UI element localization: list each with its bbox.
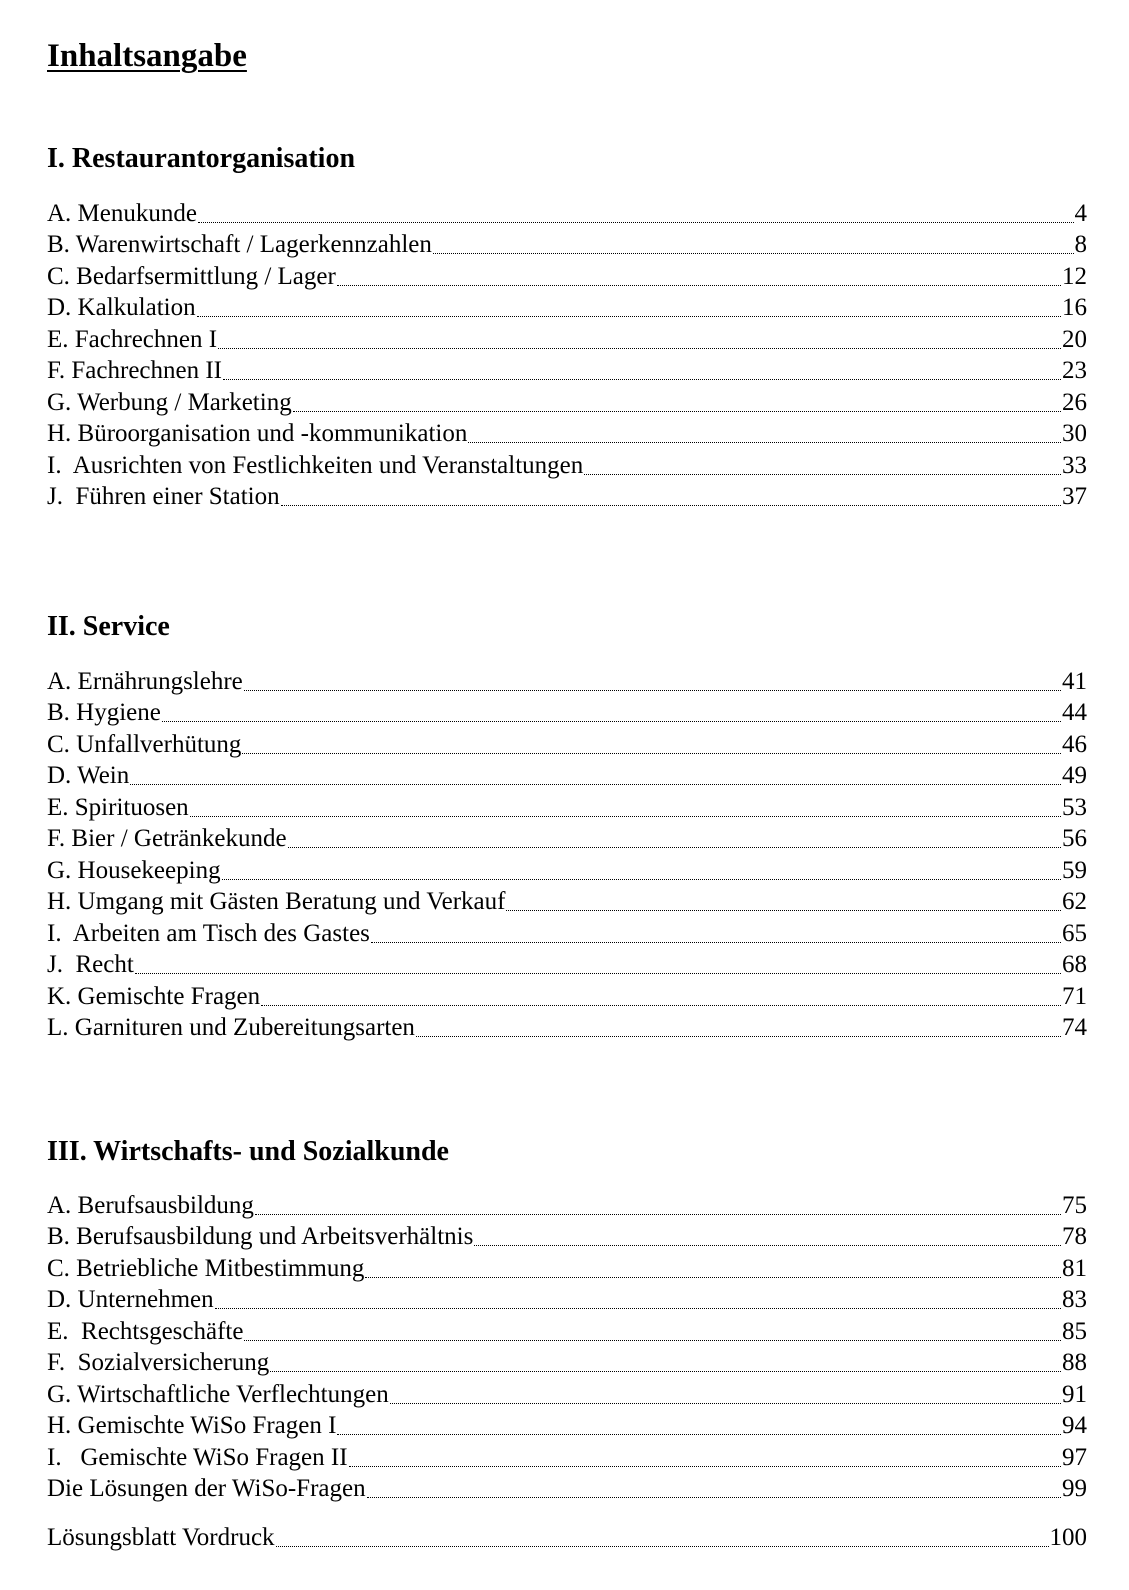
toc-entry[interactable] — [47, 1410, 1087, 1442]
dot-leader — [337, 285, 1061, 286]
toc-entry-label: E. Fachrechnen I — [47, 325, 218, 353]
dot-leader — [349, 1466, 1061, 1467]
toc-entry[interactable] — [47, 728, 1087, 760]
toc-entry[interactable] — [47, 292, 1087, 324]
toc-entry-page-number: 88 — [1062, 1349, 1087, 1376]
toc-list-service — [47, 665, 1087, 1043]
section-heading-wiso: III. Wirtschafts- und Sozialkunde — [47, 1136, 449, 1167]
toc-entry[interactable] — [47, 1284, 1087, 1316]
toc-entry[interactable] — [47, 886, 1087, 918]
toc-entry[interactable] — [47, 791, 1087, 823]
toc-entry-page-number: 74 — [1062, 1014, 1087, 1041]
toc-entry-label: B. Berufsausbildung und Arbeitsverhältnis — [47, 1223, 474, 1250]
toc-entry-page-number: 94 — [1062, 1412, 1087, 1439]
toc-entry[interactable] — [47, 1473, 1087, 1505]
dot-leader — [371, 942, 1061, 943]
toc-entry-label: B. Hygiene — [47, 699, 161, 726]
toc-entry-label: D. Wein — [47, 762, 130, 789]
toc-entry-page-number: 78 — [1062, 1223, 1087, 1250]
toc-entry-label: C. Unfallverhütung — [47, 730, 242, 758]
toc-entry[interactable] — [47, 229, 1087, 261]
dot-leader — [468, 442, 1061, 443]
toc-entry-label: Lösungsblatt Vordruck — [47, 1523, 275, 1551]
dot-leader — [222, 879, 1061, 880]
toc-entry[interactable] — [47, 260, 1087, 292]
dot-leader — [244, 1340, 1061, 1341]
dot-leader — [135, 973, 1061, 974]
toc-entry[interactable] — [47, 697, 1087, 729]
toc-entry[interactable] — [47, 854, 1087, 886]
dot-leader — [162, 721, 1061, 722]
toc-entry-page-number: 56 — [1062, 825, 1087, 852]
dot-leader — [365, 1277, 1061, 1278]
toc-entry[interactable] — [47, 1012, 1087, 1044]
dot-leader — [288, 847, 1061, 848]
toc-entry-label: D. Unternehmen — [47, 1286, 214, 1313]
toc-entry[interactable] — [47, 1252, 1087, 1284]
dot-leader — [367, 1497, 1061, 1498]
toc-entry-page-number: 81 — [1062, 1254, 1087, 1282]
toc-entry-label: A. Ernährungslehre — [47, 667, 243, 695]
dot-leader — [276, 1546, 1049, 1547]
toc-entry-label: I. Gemischte WiSo Fragen II — [47, 1443, 348, 1471]
toc-entry-label: I. Ausrichten von Festlichkeiten und Veranstaltungen — [47, 451, 584, 479]
toc-entry-label: A. Menukunde — [47, 199, 197, 227]
toc-entry-page-number: 53 — [1062, 793, 1087, 821]
section-heading-restaurantorganisation: I. Restaurantorganisation — [47, 143, 356, 174]
toc-entry-label: D. Kalkulation — [47, 294, 196, 321]
dot-leader — [433, 253, 1074, 254]
toc-entry[interactable] — [47, 418, 1087, 450]
dot-leader — [584, 474, 1061, 475]
dot-leader — [337, 1434, 1061, 1435]
toc-list-restaurantorganisation — [47, 197, 1087, 512]
dot-leader — [190, 816, 1061, 817]
toc-list-final — [47, 1521, 1087, 1553]
toc-entry-page-number: 68 — [1062, 951, 1087, 978]
toc-entry[interactable] — [47, 1221, 1087, 1253]
toc-entry-page-number: 23 — [1062, 357, 1087, 384]
toc-entry-label: J. Recht — [47, 951, 134, 978]
toc-entry-page-number: 100 — [1049, 1523, 1087, 1551]
toc-entry-label: E. Rechtsgeschäfte — [47, 1317, 244, 1345]
toc-entry-page-number: 30 — [1062, 420, 1087, 447]
toc-entry-label: L. Garnituren und Zubereitungsarten — [47, 1014, 415, 1041]
toc-entry-page-number: 71 — [1062, 982, 1087, 1010]
toc-entry[interactable] — [47, 760, 1087, 792]
toc-entry-page-number: 16 — [1062, 294, 1087, 321]
toc-entry-page-number: 44 — [1062, 699, 1087, 726]
toc-entry[interactable] — [47, 917, 1087, 949]
toc-entry[interactable] — [47, 323, 1087, 355]
toc-entry[interactable] — [47, 1441, 1087, 1473]
toc-entry-label: B. Warenwirtschaft / Lagerkennzahlen — [47, 231, 432, 258]
dot-leader — [198, 222, 1074, 223]
toc-entry-page-number: 62 — [1062, 888, 1087, 915]
toc-entry-page-number: 46 — [1062, 730, 1087, 758]
dot-leader — [215, 1308, 1061, 1309]
toc-entry-page-number: 12 — [1062, 262, 1087, 290]
toc-entry-label: H. Umgang mit Gästen Beratung und Verkauf — [47, 888, 506, 915]
page-title: Inhaltsangabe — [47, 38, 247, 74]
toc-entry[interactable] — [47, 197, 1087, 229]
toc-entry-label: A. Berufsausbildung — [47, 1191, 254, 1219]
dot-leader — [218, 348, 1061, 349]
toc-entry-page-number: 4 — [1074, 199, 1087, 227]
dot-leader — [223, 379, 1061, 380]
toc-entry-page-number: 33 — [1062, 451, 1087, 479]
toc-entry[interactable] — [47, 1378, 1087, 1410]
toc-entry[interactable] — [47, 355, 1087, 387]
toc-entry-label: H. Büroorganisation und -kommunikation — [47, 420, 468, 447]
toc-entry[interactable] — [47, 481, 1087, 513]
toc-entry-label: E. Spirituosen — [47, 793, 189, 821]
toc-entry-page-number: 59 — [1062, 856, 1087, 884]
toc-entry-label: I. Arbeiten am Tisch des Gastes — [47, 919, 370, 947]
toc-entry-page-number: 8 — [1074, 231, 1087, 258]
dot-leader — [281, 505, 1061, 506]
toc-entry-page-number: 26 — [1062, 388, 1087, 416]
toc-entry-loesungsblatt[interactable] — [47, 1521, 1087, 1553]
toc-entry[interactable] — [47, 823, 1087, 855]
toc-entry-label: J. Führen einer Station — [47, 483, 280, 510]
toc-entry[interactable] — [47, 980, 1087, 1012]
toc-entry-label: C. Betriebliche Mitbestimmung — [47, 1254, 365, 1282]
toc-entry-page-number: 97 — [1062, 1443, 1087, 1471]
toc-entry-page-number: 99 — [1062, 1475, 1087, 1502]
dot-leader — [242, 753, 1061, 754]
toc-entry[interactable] — [47, 949, 1087, 981]
dot-leader — [197, 316, 1061, 317]
toc-entry-label: F. Bier / Getränkekunde — [47, 825, 287, 852]
dot-leader — [293, 411, 1061, 412]
dot-leader — [244, 690, 1061, 691]
toc-entry-page-number: 75 — [1062, 1191, 1087, 1219]
toc-entry-page-number: 49 — [1062, 762, 1087, 789]
toc-entry[interactable] — [47, 449, 1087, 481]
toc-entry-page-number: 41 — [1062, 667, 1087, 695]
toc-entry-label: F. Sozialversicherung — [47, 1349, 270, 1376]
toc-entry-label: H. Gemischte WiSo Fragen I — [47, 1412, 337, 1439]
dot-leader — [474, 1245, 1061, 1246]
toc-entry[interactable] — [47, 386, 1087, 418]
toc-entry[interactable] — [47, 1189, 1087, 1221]
dot-leader — [261, 1005, 1061, 1006]
toc-entry-page-number: 65 — [1062, 919, 1087, 947]
toc-entry-page-number: 85 — [1062, 1317, 1087, 1345]
toc-entry-label: Die Lösungen der WiSo-Fragen — [47, 1475, 366, 1502]
toc-entry[interactable] — [47, 665, 1087, 697]
toc-entry-label: C. Bedarfsermittlung / Lager — [47, 262, 336, 290]
dot-leader — [270, 1371, 1061, 1372]
toc-entry-label: K. Gemischte Fragen — [47, 982, 261, 1010]
toc-entry-label: F. Fachrechnen II — [47, 357, 223, 384]
toc-entry-page-number: 20 — [1062, 325, 1087, 353]
toc-entry-label: G. Housekeeping — [47, 856, 221, 884]
toc-entry-label: G. Wirtschaftliche Verflechtungen — [47, 1380, 389, 1408]
dot-leader — [390, 1403, 1061, 1404]
toc-list-wiso — [47, 1189, 1087, 1504]
toc-entry-label: G. Werbung / Marketing — [47, 388, 292, 416]
dot-leader — [255, 1214, 1061, 1215]
dot-leader — [130, 784, 1061, 785]
toc-entry-page-number: 83 — [1062, 1286, 1087, 1313]
section-heading-service: II. Service — [47, 611, 170, 642]
toc-entry-page-number: 37 — [1062, 483, 1087, 510]
dot-leader — [416, 1036, 1061, 1037]
toc-entry[interactable] — [47, 1347, 1087, 1379]
toc-entry[interactable] — [47, 1315, 1087, 1347]
toc-entry-page-number: 91 — [1062, 1380, 1087, 1408]
dot-leader — [506, 910, 1061, 911]
